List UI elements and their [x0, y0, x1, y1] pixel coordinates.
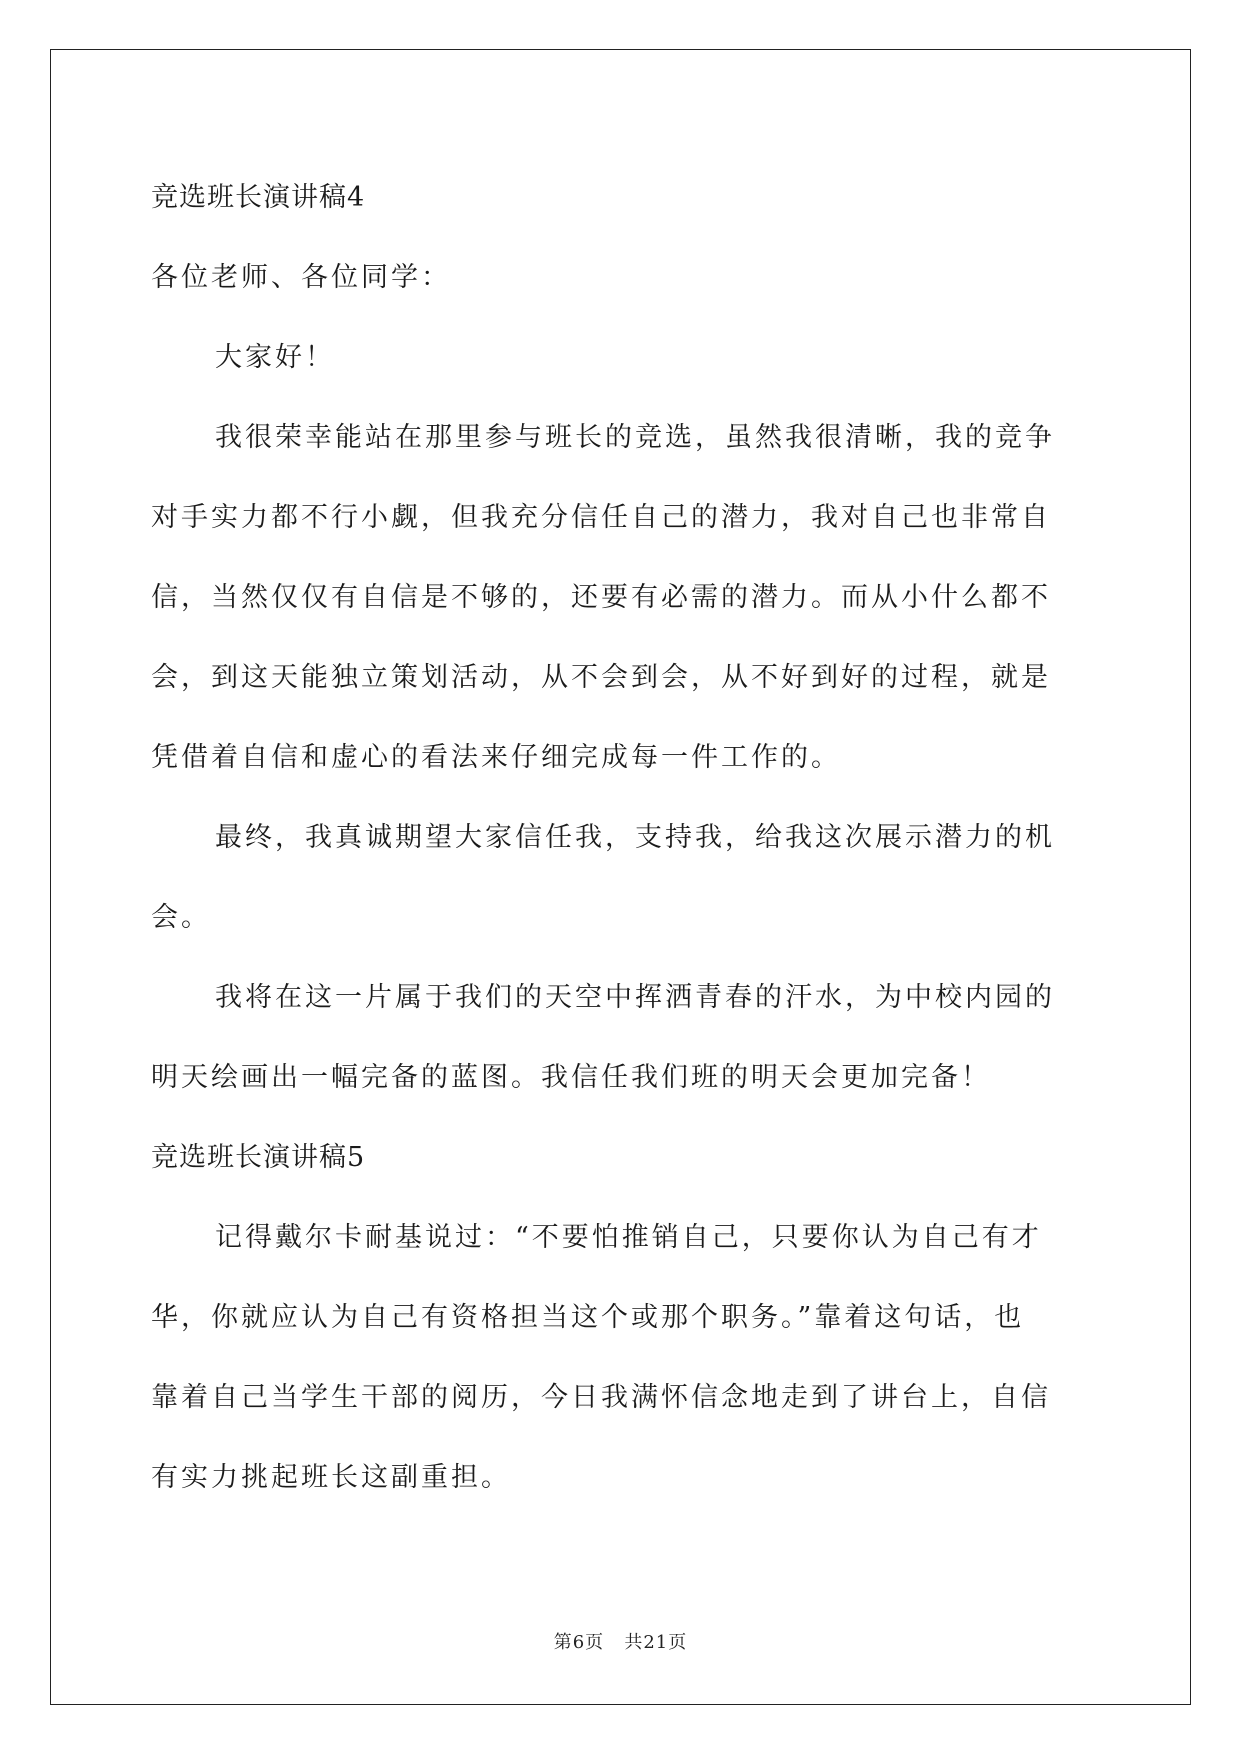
paragraph-4: [151, 1198, 1091, 1518]
paragraph-3: [151, 958, 1091, 1118]
greeting-paragraph: [151, 318, 1091, 398]
greeting: 大家好！: [215, 342, 335, 373]
section-heading-5: 竞选班长演讲稿5: [151, 1142, 366, 1173]
paragraph-line: 记得戴尔卡耐基说过：“不要怕推销自己，只要你认为自己有才: [215, 1222, 1042, 1253]
page-number-footer: 第6页 共21页: [553, 1632, 688, 1653]
paragraph-line: 我将在这一片属于我们的天空中挥洒青春的汗水，为中校内园的: [215, 982, 1055, 1013]
paragraph-line: 最终，我真诚期望大家信任我，支持我，给我这次展示潜力的机: [215, 822, 1055, 853]
paragraph-line: 会。: [151, 902, 211, 933]
paragraph-line: 会，到这天能独立策划活动，从不会到会，从不好到好的过程，就是: [151, 662, 1051, 693]
paragraph-line: 我很荣幸能站在那里参与班长的竞选，虽然我很清晰，我的竞争: [215, 422, 1055, 453]
paragraph-line: 信，当然仅仅有自信是不够的，还要有必需的潜力。而从小什么都不: [151, 582, 1051, 613]
paragraph-2: [151, 798, 1091, 958]
paragraph-line: 华，你就应认为自己有资格担当这个或那个职务。”靠着这句话，也: [151, 1302, 1025, 1333]
section-heading-4: 竞选班长演讲稿4: [151, 182, 366, 213]
paragraph-line: 对手实力都不行小觑，但我充分信任自己的潜力，我对自己也非常自: [151, 502, 1051, 533]
paragraph-line: 有实力挑起班长这副重担。: [151, 1462, 511, 1493]
salutation: 各位老师、各位同学：: [151, 262, 451, 293]
paragraph-line: 靠着自己当学生干部的阅历，今日我满怀信念地走到了讲台上，自信: [151, 1382, 1051, 1413]
paragraph-1: [151, 398, 1091, 798]
document-body: [151, 158, 1091, 1518]
paragraph-line: 凭借着自信和虚心的看法来仔细完成每一件工作的。: [151, 742, 841, 773]
paragraph-line: 明天绘画出一幅完备的蓝图。我信任我们班的明天会更加完备！: [151, 1062, 991, 1093]
